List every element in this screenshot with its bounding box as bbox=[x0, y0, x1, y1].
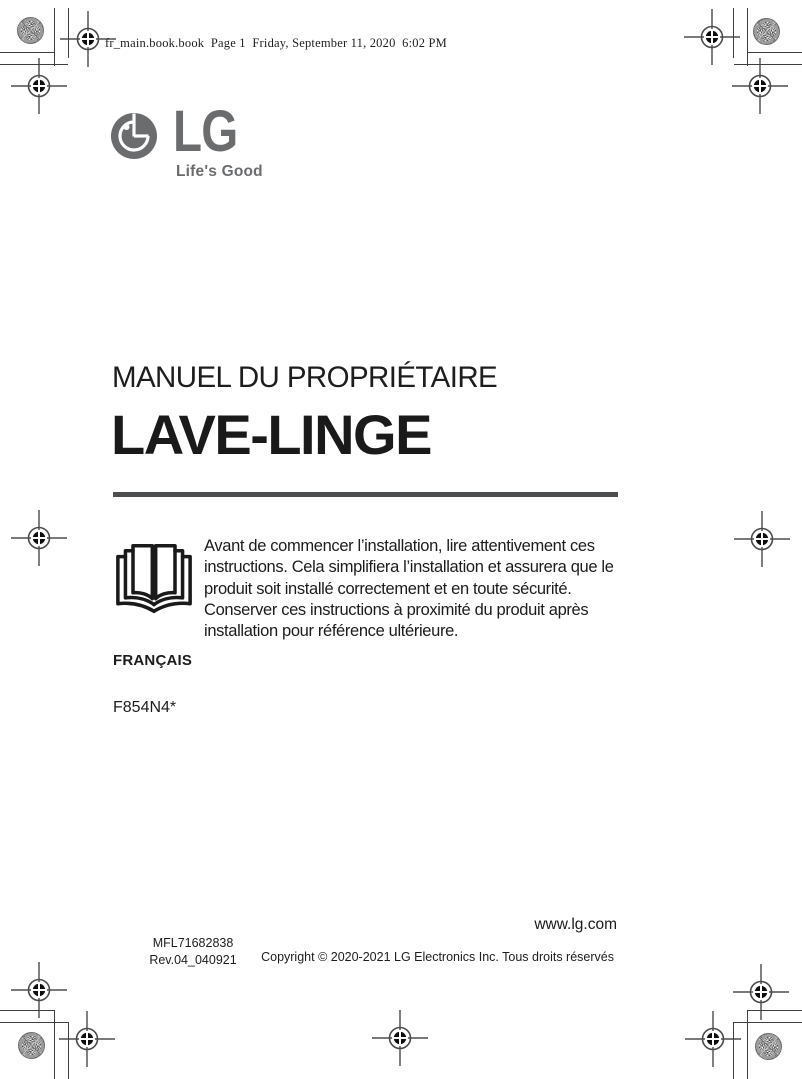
lg-tagline: Life's Good bbox=[176, 163, 263, 180]
lg-wordmark: LG bbox=[173, 99, 238, 164]
crop-mark bbox=[0, 52, 54, 53]
installation-notice bbox=[204, 536, 614, 642]
divider-rule bbox=[113, 492, 618, 497]
copyright-line: Copyright © 2020-2021 LG Electronics Inc. Tous droits réservés bbox=[261, 950, 614, 964]
part-number-block bbox=[138, 935, 248, 968]
manual-type-heading: MANUEL DU PROPRIÉTAIRE bbox=[112, 361, 498, 394]
registration-mark-icon bbox=[734, 511, 790, 567]
crop-mark bbox=[0, 1022, 68, 1023]
crop-mark bbox=[733, 8, 734, 58]
crop-mark bbox=[0, 64, 68, 65]
star-target-icon bbox=[18, 1032, 45, 1059]
crop-mark bbox=[748, 52, 802, 53]
part-number: MFL71682838 bbox=[152, 936, 234, 950]
website-text: www.lg.com bbox=[534, 916, 617, 933]
notice-line: produit soit installé correctement et en toute sécurité. bbox=[204, 579, 572, 598]
product-title: LAVE-LINGE bbox=[111, 403, 431, 466]
print-header-line: fr_main.book.book Page 1 Friday, September 11, 2020 6:02 PM bbox=[105, 36, 447, 50]
open-book-icon bbox=[112, 539, 196, 618]
star-target-icon bbox=[753, 18, 780, 45]
model-number: F854N4* bbox=[113, 699, 177, 716]
notice-line: instructions. Cela simplifiera l’installation et assurera que le bbox=[204, 558, 614, 577]
crop-mark bbox=[734, 64, 802, 65]
lg-symbol-icon bbox=[110, 112, 158, 160]
crop-mark bbox=[733, 1022, 734, 1079]
registration-mark-icon bbox=[372, 1010, 428, 1066]
crop-mark bbox=[68, 1022, 69, 1079]
crop-mark bbox=[747, 8, 748, 66]
registration-mark-icon bbox=[732, 58, 788, 114]
crop-mark bbox=[747, 1010, 748, 1079]
notice-line: installation pour référence ultérieure. bbox=[204, 622, 459, 641]
revision-number: Rev.04_040921 bbox=[149, 952, 237, 967]
crop-mark bbox=[68, 8, 69, 58]
crop-mark bbox=[734, 1022, 802, 1023]
crop-mark bbox=[0, 1010, 54, 1011]
registration-mark-icon bbox=[733, 964, 789, 1020]
crop-mark bbox=[54, 8, 55, 66]
star-target-icon bbox=[17, 17, 44, 44]
star-target-icon bbox=[755, 1033, 782, 1060]
crop-mark bbox=[54, 1010, 55, 1079]
notice-line: Conserver ces instructions à proximité du produit après bbox=[204, 600, 589, 619]
registration-mark-icon bbox=[11, 58, 67, 114]
registration-mark-icon bbox=[684, 9, 740, 65]
crop-mark bbox=[748, 1010, 802, 1011]
notice-line: Avant de commencer l’installation, lire attentivement ces bbox=[204, 537, 595, 555]
registration-mark-icon bbox=[11, 510, 67, 566]
language-label: FRANÇAIS bbox=[113, 652, 193, 669]
